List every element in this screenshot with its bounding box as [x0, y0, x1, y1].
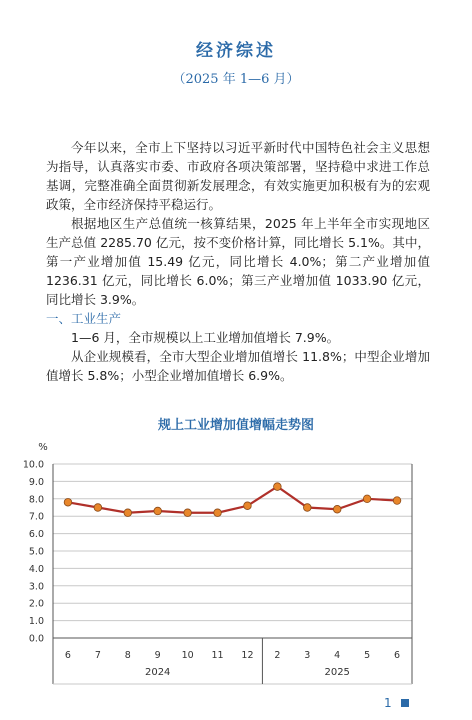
y-tick-label: 1.0 [28, 616, 44, 628]
paragraph-enterprise-scale: 从企业规模看，全市大型企业增加值增长 11.8%；中型企业增加值增长 5.8%；小型企业增加值增长 6.9%。 [46, 349, 430, 383]
y-tick-label: 8.0 [28, 494, 44, 506]
x-tick-label: 9 [154, 650, 161, 661]
y-tick-label: 10.0 [22, 459, 44, 471]
x-group-label: 2025 [324, 667, 350, 678]
x-tick-label: 4 [334, 650, 341, 661]
data-point [363, 495, 371, 503]
line-chart [0, 430, 472, 692]
y-axis-unit: % [38, 442, 48, 453]
data-point [274, 483, 282, 491]
y-tick-label: 7.0 [28, 511, 44, 523]
page-marker-square [401, 699, 409, 707]
x-tick-label: 7 [94, 650, 101, 661]
x-tick-label: 10 [181, 650, 194, 661]
y-tick-label: 6.0 [28, 529, 44, 541]
y-tick-label: 3.0 [28, 581, 44, 593]
chart-title: 规上工业增加值增幅走势图 [157, 418, 314, 433]
data-point [184, 509, 192, 517]
x-tick-label: 12 [241, 650, 254, 661]
data-point [303, 504, 311, 512]
paragraph-intro: 今年以来，全市上下坚持以习近平新时代中国特色社会主义思想为指导，认真落实市委、市政府各项决策部署，坚持稳中求进工作总基调，完整准确全面贯彻新发展理念，有效实施更加积极有为的宏观政策，全市经济保持平稳运行。 [46, 140, 430, 212]
data-point [244, 502, 252, 510]
x-tick-label: 2 [274, 650, 281, 661]
y-tick-label: 2.0 [28, 598, 44, 610]
body-text [46, 138, 430, 385]
data-point [333, 505, 341, 513]
y-tick-label: 4.0 [28, 563, 44, 575]
y-tick-label: 9.0 [28, 476, 44, 488]
x-tick-label: 6 [64, 650, 71, 661]
data-point [64, 498, 72, 506]
paragraph-industry: 1—6 月，全市规模以上工业增加值增长 7.9%。 [71, 330, 340, 345]
x-tick-label: 3 [304, 650, 311, 661]
y-tick-label: 5.0 [28, 546, 44, 558]
paragraph-gdp: 根据地区生产总值统一核算结果，2025 年上半年全市实现地区生产总值 2285.70 亿元，按不变价格计算，同比增长 5.1%。其中，第一产业增加值 15.49 亿元，同比增长 4.0%；第二产业增加值 1236.31 亿元，同比增长 6.0%；第三产业增加值 1033.90 亿元，同比增长 3.9%。 [46, 216, 430, 307]
data-point [94, 504, 102, 512]
page-number: 1 [384, 696, 392, 710]
data-point [154, 507, 162, 515]
x-tick-label: 6 [394, 650, 401, 661]
data-point [124, 509, 132, 517]
x-tick-label: 11 [211, 650, 224, 661]
data-point [214, 509, 222, 517]
section-heading: 一、工业生产 [46, 311, 122, 326]
x-tick-label: 5 [364, 650, 371, 661]
x-tick-label: 8 [124, 650, 131, 661]
series-line [68, 487, 397, 513]
y-tick-label: 0.0 [28, 633, 44, 645]
page-subtitle: （2025 年 1—6 月） [172, 72, 300, 87]
x-group-label: 2024 [144, 667, 171, 678]
data-point [393, 497, 401, 505]
page-title: 经济综述 [196, 41, 276, 61]
